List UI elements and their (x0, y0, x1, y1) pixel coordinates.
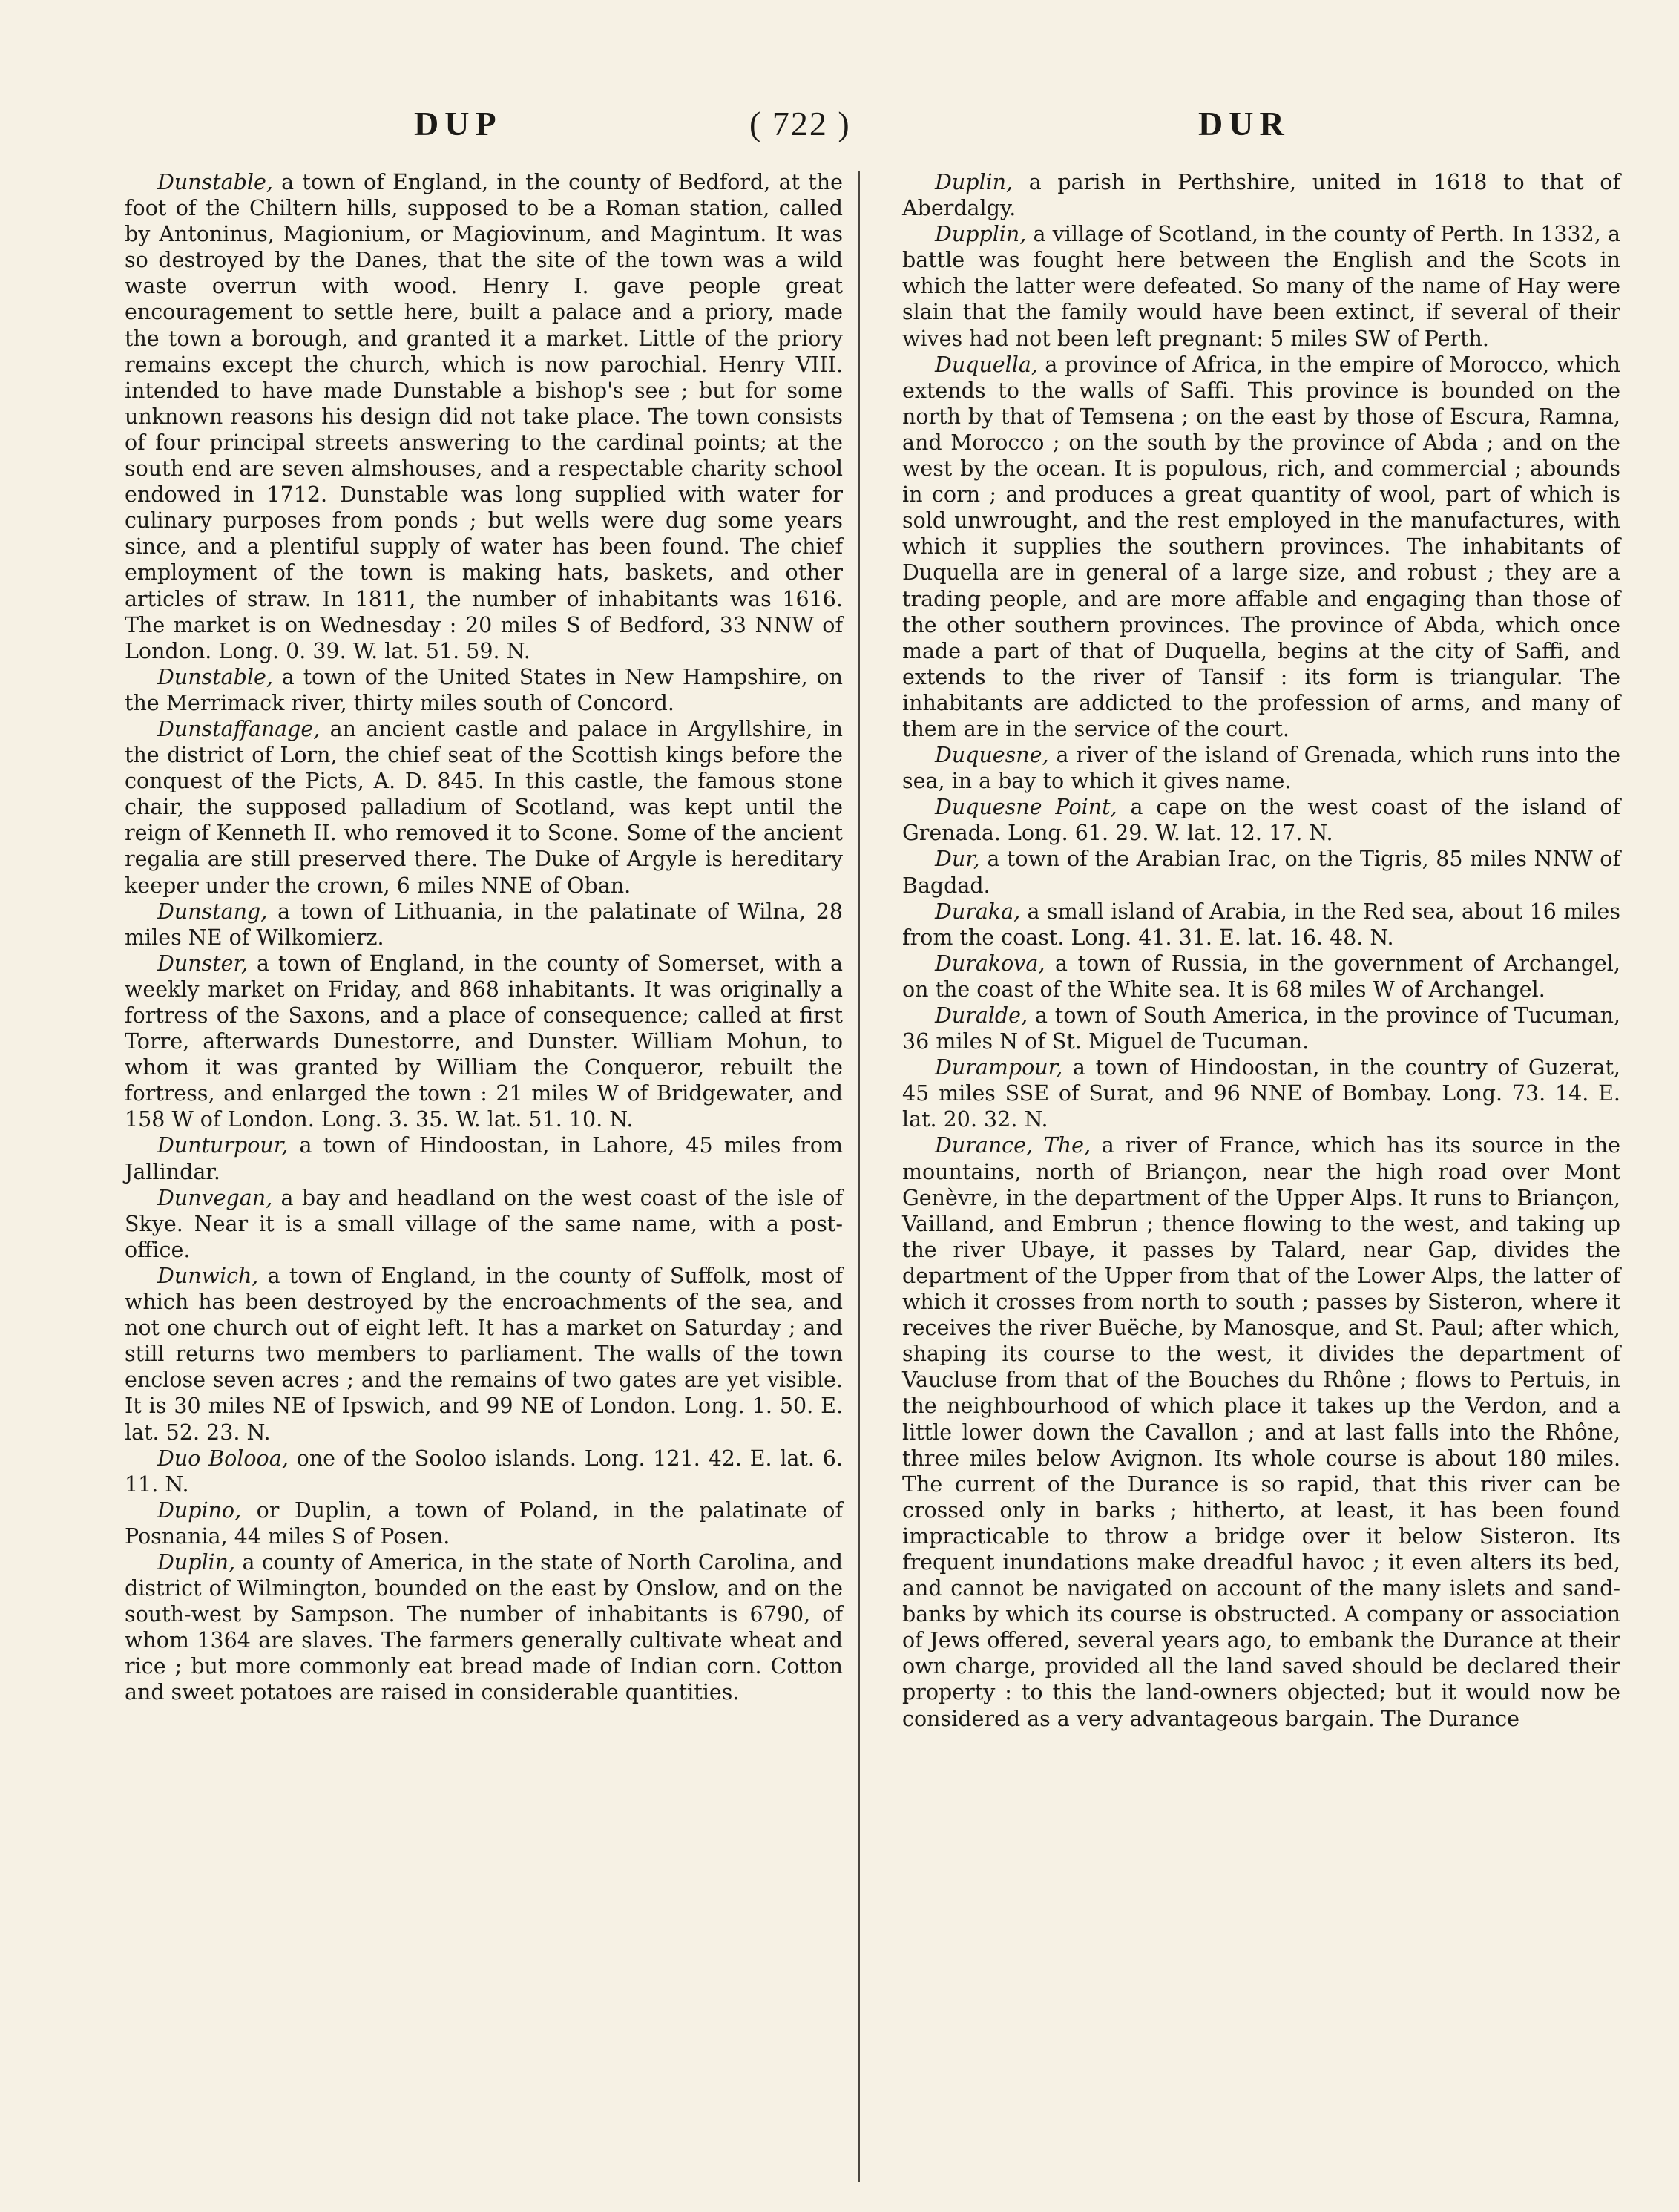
entry-headword: Duquella, (935, 352, 1038, 377)
entry-headword: Duplin, (935, 170, 1013, 194)
entry (902, 352, 1620, 742)
entry (902, 794, 1620, 846)
entry-text: an ancient castle and palace in Argyllshire, in the district of Lorn, the chief seat of the Scottish kings before the conquest of the Picts, A. D. 845. In this castle, the famous stone chair, the supposed palladium of Scotland, was kept until the reign of Kenneth II. who removed it to Scone. Some of the ancient regalia are still preserved there. The Duke of Argyle is hereditary keeper under the crown, 6 miles NNE of Oban. (125, 716, 843, 898)
entry-text: a village of Scotland, in the county of Perth. In 1332, a battle was fought here between the English and the Scots in which the latter were defeated. So many of the name of Hay were slain that the family would have been extinct, if several of their wives had not been left pregnant: 5 miles SW of Perth. (902, 222, 1620, 351)
page-header (0, 104, 1679, 148)
entry-headword: Dunstaffanage, (157, 716, 321, 741)
entry (902, 951, 1620, 1002)
entry (902, 899, 1620, 951)
entry-headword: Dunturpour, (157, 1133, 289, 1158)
entry-text: a town of England, in the county of Bedford, at the foot of the Chiltern hills, supposed to be a Roman station, called by Antoninus, Magionium, or Magiovinum, and Magintum. It was so destroyed by the Danes, that the site of the town was a wild waste overrun with wood. Henry I. gave people great encouragement to settle here, built a palace and a priory, made the town a borough, and granted it a market. Little of the priory remains except the church, which is now parochial. Henry VIII. intended to have made Dunstable a bishop's see ; but for some unknown reasons his design did not take place. The town consists of four principal streets answering to the cardinal points; at the south end are seven almshouses, and a respectable charity school endowed in 1712. Dunstable was long supplied with water for culinary purposes from ponds ; but wells were dug some years since, and a plentiful supply of water has been found. The chief employment of the town is making hats, baskets, and other articles of straw. In 1811, the number of inhabitants was 1616. The market is on Wednesday : 20 miles S of Bedford, 33 NNW of London. Long. 0. 39. W. lat. 51. 59. N. (125, 170, 843, 663)
entry-text: a town of Lithuania, in the palatinate of Wilna, 28 miles NE of Wilkomierz. (125, 899, 843, 950)
entry-text: a cape on the west coast of the island of Grenada. Long. 61. 29. W. lat. 12. 17. N. (902, 795, 1620, 846)
entry-text: or Duplin, a town of Poland, in the palatinate of Posnania, 44 miles S of Posen. (125, 1497, 843, 1549)
entry-headword: Dur, (935, 847, 980, 872)
entry (902, 169, 1620, 221)
entry (125, 899, 843, 951)
entry-headword: Dunstable, (157, 170, 273, 194)
entry-text: a town of Hindoostan, in Lahore, 45 miles from Jallindar. (125, 1133, 843, 1184)
entry-headword: Duquesne, (935, 743, 1049, 768)
entry-headword: Durance, The, (935, 1133, 1091, 1158)
entry-text: a town of the Arabian Irac, on the Tigris, 85 miles NNW of Bagdad. (902, 847, 1620, 898)
entry-text: a town of Russia, in the government of Archangel, on the coast of the White sea. It is 68 miles W of Archangel. (902, 951, 1620, 1002)
entry (125, 1549, 843, 1706)
header-right-guideword: DUR (1198, 105, 1290, 142)
entry-text: a town of England, in the county of Somerset, with a weekly market on Friday, and 868 inhabitants. It was originally a fortress of the Saxons, and a place of consequence; called at first Torre, afterwards Dunestorre, and Dunster. William Mohun, to whom it was granted by William the Conqueror, rebuilt the fortress, and enlarged the town : 21 miles W of Bridgewater, and 158 W of London. Long. 3. 35. W. lat. 51. 10. N. (125, 951, 843, 1132)
right-column (902, 169, 1620, 1732)
entry-headword: Dunstable, (157, 664, 273, 689)
page-number: ( 722 ) (749, 105, 851, 142)
entry-headword: Dunster, (157, 951, 249, 976)
entry (125, 1263, 843, 1445)
entry (125, 1132, 843, 1184)
entry-text: a river of the island of Grenada, which runs into the sea, in a bay to which it gives name. (902, 743, 1620, 794)
entry-headword: Duraka, (935, 899, 1021, 924)
entry-headword: Dupino, (157, 1497, 242, 1523)
entry-text: a town of the United States in New Hampshire, on the Merrimack river, thirty miles south of Concord. (125, 664, 843, 715)
entry-text: a parish in Perthshire, united in 1618 to that of Aberdalgy. (902, 170, 1620, 221)
entry-headword: Durampour, (935, 1055, 1063, 1080)
entry (902, 1132, 1620, 1731)
entry (125, 1445, 843, 1497)
entry (125, 169, 843, 664)
entry-headword: Dunstang, (157, 899, 268, 924)
entry (125, 664, 843, 716)
entry-text: a province of Africa, in the empire of Morocco, which extends to the walls of Saffi. This province is bounded on the north by that of Temsena ; on the east by those of Escura, Ramna, and Morocco ; on the south by the province of Abda ; and on the west by the ocean. It is populous, rich, and commercial ; abounds in corn ; and produces a great quantity of wool, part of which is sold unwrought, and the rest employed in the manufactures, with which it supplies the southern provinces. The inhabitants of Duquella are in general of a large size, and robust ; they are a trading people, and are more affable and engaging than those of the other southern provinces. The province of Abda, which once made a part of that of Duquella, begins at the city of Saffi, and extends to the river of Tansif : its form is triangular. The inhabitants are addicted to the profession of arms, and many of them are in the service of the court. (902, 352, 1620, 741)
entry-text: a small island of Arabia, in the Red sea, about 16 miles from the coast. Long. 41. 31. E. lat. 16. 48. N. (902, 899, 1620, 950)
entry-headword: Duralde, (935, 1003, 1028, 1028)
entry-headword: Dunvegan, (157, 1185, 273, 1210)
entry-text: a county of America, in the state of North Carolina, and district of Wilmington, bounded on the east by Onslow, and on the south-west by Sampson. The number of inhabitants is 6790, of whom 1364 are slaves. The farmers generally cultivate wheat and rice ; but more commonly eat bread made of Indian corn. Cotton and sweet potatoes are raised in considerable quantities. (125, 1549, 843, 1705)
entry (125, 951, 843, 1133)
entry (902, 846, 1620, 898)
entry (902, 1002, 1620, 1054)
entry-headword: Durakova, (935, 951, 1045, 976)
entry-text: one of the Sooloo islands. Long. 121. 42. E. lat. 6. 11. N. (125, 1445, 843, 1497)
entry-headword: Duplin, (157, 1549, 236, 1575)
entry-text: a town of South America, in the province of Tucuman, 36 miles N of St. Miguel de Tucuman. (902, 1003, 1620, 1054)
entry (125, 1185, 843, 1263)
entry-headword: Duo Boloоa, (157, 1445, 289, 1471)
column-divider (858, 171, 860, 2182)
entry (125, 716, 843, 899)
left-column (125, 169, 843, 1706)
header-left-guideword: DUP (414, 105, 502, 142)
entry (902, 1054, 1620, 1132)
entry-text: a town of England, in the county of Suffolk, most of which has been destroyed by the encroachments of the sea, and not one church out of eight left. It has a market on Saturday ; and still returns two members to parliament. The walls of the town enclose seven acres ; and the remains of two gates are yet visible. It is 30 miles NE of Ipswich, and 99 NE of London. Long. 1. 50. E. lat. 52. 23. N. (125, 1263, 843, 1445)
entry (902, 221, 1620, 351)
entry-headword: Dupplin, (935, 222, 1027, 247)
entry-text: a bay and headland on the west coast of the isle of Skye. Near it is a small village of the same name, with a post-office. (125, 1185, 843, 1262)
entry (125, 1497, 843, 1549)
entry-headword: Dunwich, (157, 1263, 259, 1288)
entry-headword: Duquesne Point, (935, 795, 1117, 820)
entry (902, 742, 1620, 794)
entry-text: a river of France, which has its source in the mountains, north of Briançon, near the high road over Mont Genèvre, in the department of the Upper Alps. It runs to Briançon, Vailland, and Embrun ; thence flowing to the west, and taking up the river Ubaye, it passes by Talard, near Gap, divides the department of the Upper from that of the Lower Alps, the latter of which it crosses from north to south ; passes by Sisteron, where it receives the river Buëche, by Manosque, and St. Paul; after which, shaping its course to the west, it divides the department of Vaucluse from that of the Bouches du Rhône ; flows to Pertuis, in the neighbourhood of which place it takes up the Verdon, and a little lower down the Cavallon ; and at last falls into the Rhône, three miles below Avignon. Its whole course is about 180 miles. The current of the Durance is so rapid, that this river can be crossed only in barks ; hitherto, at least, it has been found impracticable to throw a bridge over it below Sisteron. Its frequent inundations make dreadful havoc ; it even alters its bed, and cannot be navigated on account of the many islets and sand-banks by which its course is obstructed. A company or association of Jews offered, several years ago, to embank the Durance at their own charge, provided all the land saved should be declared their property : to this the land-owners objected; but it would now be considered as a very advantageous bargain. The Durance (902, 1133, 1620, 1731)
entry-text: a town of Hindoostan, in the country of Guzerat, 45 miles SSE of Surat, and 96 NNE of Bombay. Long. 73. 14. E. lat. 20. 32. N. (902, 1055, 1620, 1132)
